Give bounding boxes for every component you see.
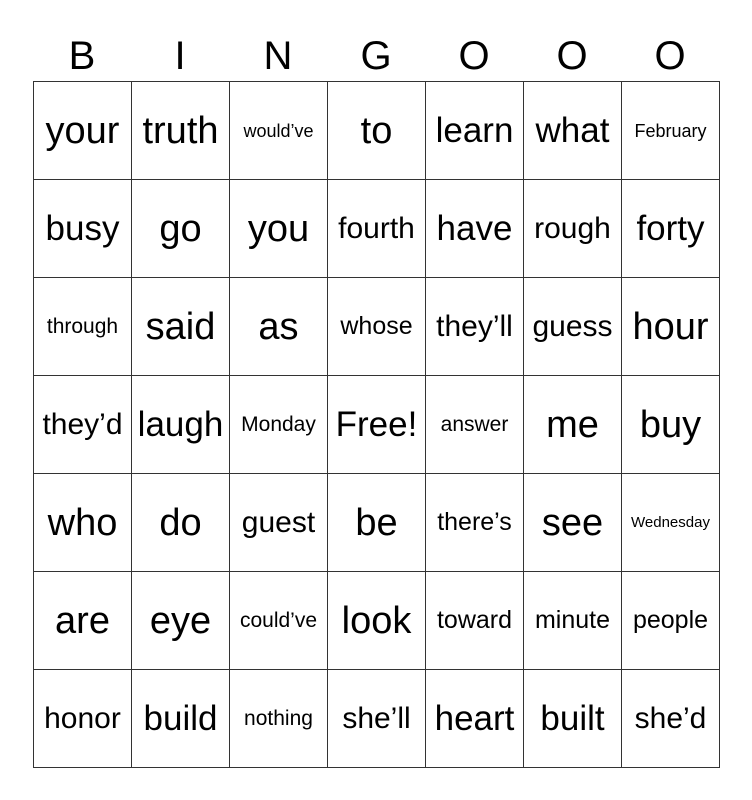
header-letter: I [174,34,186,78]
bingo-cell[interactable]: guest [230,474,328,572]
bingo-cell[interactable]: rough [524,180,622,278]
bingo-cell[interactable]: forty [622,180,720,278]
bingo-cell[interactable]: they’ll [426,278,524,376]
bingo-cell[interactable]: see [524,474,622,572]
bingo-cell[interactable]: busy [34,180,132,278]
bingo-cell[interactable]: truth [132,82,230,180]
header-letter: O [458,34,490,78]
bingo-cell[interactable]: do [132,474,230,572]
header-letter: B [68,34,96,78]
bingo-cell[interactable]: Wednesday [622,474,720,572]
bingo-cell[interactable]: me [524,376,622,474]
bingo-cell[interactable]: Free! [328,376,426,474]
header-letter: N [263,34,293,78]
bingo-cell[interactable]: would’ve [230,82,328,180]
bingo-cell[interactable]: February [622,82,720,180]
bingo-cell[interactable]: who [34,474,132,572]
bingo-cell[interactable]: through [34,278,132,376]
bingo-cell[interactable]: she’d [622,670,720,768]
bingo-cell[interactable]: to [328,82,426,180]
bingo-header [33,32,719,80]
bingo-cell[interactable]: Monday [230,376,328,474]
bingo-cell[interactable]: as [230,278,328,376]
header-letter: G [360,34,392,78]
bingo-cell[interactable]: toward [426,572,524,670]
bingo-cell[interactable]: built [524,670,622,768]
bingo-cell[interactable]: answer [426,376,524,474]
bingo-cell[interactable]: heart [426,670,524,768]
bingo-cell[interactable]: have [426,180,524,278]
bingo-cell[interactable]: people [622,572,720,670]
bingo-cell[interactable]: your [34,82,132,180]
bingo-cell[interactable]: nothing [230,670,328,768]
bingo-cell[interactable]: she’ll [328,670,426,768]
bingo-cell[interactable]: buy [622,376,720,474]
bingo-cell[interactable]: fourth [328,180,426,278]
bingo-cell[interactable]: go [132,180,230,278]
bingo-cell[interactable]: guess [524,278,622,376]
bingo-cell[interactable]: whose [328,278,426,376]
bingo-cell[interactable]: look [328,572,426,670]
bingo-cell[interactable]: you [230,180,328,278]
bingo-cell[interactable]: laugh [132,376,230,474]
bingo-cell[interactable]: could’ve [230,572,328,670]
bingo-cell[interactable]: be [328,474,426,572]
bingo-cell[interactable]: hour [622,278,720,376]
header-letter: O [654,34,686,78]
bingo-cell[interactable]: said [132,278,230,376]
bingo-cell[interactable]: they’d [34,376,132,474]
header-letter: O [556,34,588,78]
bingo-cell[interactable]: what [524,82,622,180]
bingo-cell[interactable]: learn [426,82,524,180]
bingo-cell[interactable]: there’s [426,474,524,572]
bingo-cell[interactable]: eye [132,572,230,670]
bingo-cell[interactable]: are [34,572,132,670]
bingo-cell[interactable]: build [132,670,230,768]
bingo-cell[interactable]: honor [34,670,132,768]
bingo-board [33,81,720,768]
bingo-cell[interactable]: minute [524,572,622,670]
